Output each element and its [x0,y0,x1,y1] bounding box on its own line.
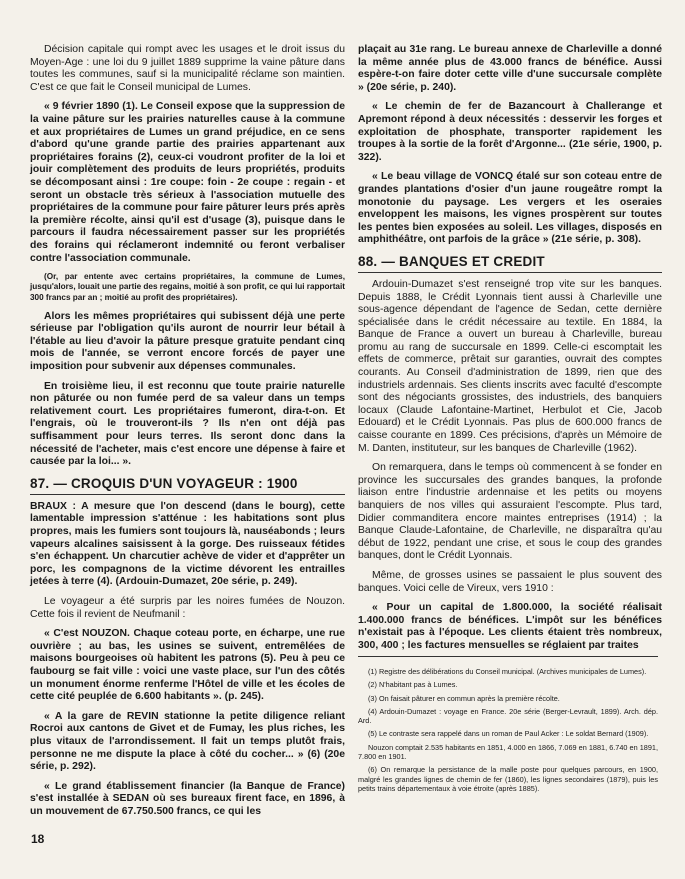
paragraph: Même, de grosses usines se passaient le plus souvent des banques. Voici celle de Vireux, vers 1910 : [358,569,662,594]
paragraph: En troisième lieu, il est reconnu que toute prairie naturelle non pâturée ou non fumée perd de sa valeur dans un temps relativement court. Les propriétaires fumeront, dira-t-on. Et l'engrais, où le trouveront-ils ? Ils n'en ont déjà pas suffisamment pour leurs terres. Ils seront donc dans la nécessité de l'acheter, mais c'est encore une dépense à faire et causée par la loi... ». [30,380,345,468]
paragraph: BRAUX : A mesure que l'on descend (dans le bourg), cette lamentable impression s'atténue : les habitations sont plus propres, mais les fumiers sont toujours là, nauséabonds ; leurs vapeurs alcalines saisissent à la gorge. Des ruisseaux fétides s'en échappent. Un charcutier achève de vider et d'apprêter un porc, les compagnons de la victime dévorent les entrailles jetées à terre (4). (Ardouin-Dumazet, 20e série, p. 249). [30,500,345,588]
footnote: (3) On faisait pâturer en commun après la première récolte. [368,693,560,703]
footnote: Nouzon comptait 2.535 habitants en 1851, 4.000 en 1866, 7.069 en 1881, 6.740 en 1891, 7.800 en 1901. [358,742,658,762]
section-title-88: 88. — BANQUES ET CREDIT [358,254,662,273]
paragraph: On remarquera, dans le temps où commencent à se fonder en province les succursales des grandes banques, la profonde liaison entre l'industrie ardennaise et les petits ou moyens banquiers de nos villes qui assuraient l'escompte. Plus tard, Didier commanditera encore maintes entreprises (1914) ; la Banque Claude-Lafontaine, de Charleville, ne disparaîtra qu'au début de 1922, pendant une crise, et sous le coup des grandes banques, dont le Crédit Lyonnais. [358,462,662,562]
paragraph: plaçait au 31e rang. Le bureau annexe de Charleville a donné la même année plus de 43.000 francs de bénéfice. Aussi espère-t-on faire doter cette ville d'une succursale complète » (20e série, p. 240). [358,44,662,93]
section-title-87: 87. — CROQUIS D'UN VOYAGEUR : 1900 [30,476,345,495]
footnote: (5) Le contraste sera rappelé dans un roman de Paul Acker : Le soldat Bernard (1909). [368,729,649,739]
paragraph: « C'est NOUZON. Chaque coteau porte, en écharpe, une rue ouvrière ; au bas, les usines se suivent, entremêlées de maisons bourgeoises où habitent les patrons (5). Peu à peu ce faubourg se fait ville : voici une vaste place, sur l'un des côtés un monument énorme renferme l'Hôtel de ville et les écoles de cette cité peuplée de 6.600 habitants ». (p. 245). [30,628,345,703]
paragraph: Décision capitale qui rompt avec les usages et le droit issus du Moyen-Age : une loi du 9 juillet 1889 supprime la vaine pâture dans toutes les communes, sauf si la municipalité réclame son maintien. C'est ce que fait le Conseil municipal de Lumes. [30,44,345,93]
footnote: (1) Registre des délibérations du Conseil municipal. (Archives municipales de Lumes). [368,667,647,676]
right-column [358,44,662,660]
paragraph: « 9 février 1890 (1). Le Conseil expose que la suppression de la vaine pâture sur les prairies naturelles cause à la commune et aux propriétaires de Lumes un grand préjudice, en ce sens d'abord qu'une grande partie des prairies appartenant aux propriétaires forains (2), ceux-ci voudront profiter de la loi et jouir complètement des produits de leurs propriétés, produits se décomposant ainsi : 1re coupe: foin - 2e coupe : regain - et seront un obstacle très sérieux à l'association mutuelle des propriétaires de la commune pour faire pâturer leurs prés après la première récolte, ainsi qu'il est d'usage (3), puisque dans le parcours il faudra nécessairement passer sur les propriétés des forains qui réclameront indemnité ou feront verbaliser contre l'association communale. [30,101,345,264]
paragraph: Ardouin-Dumazet s'est renseigné trop vite sur les banques. Depuis 1888, le Crédit Lyonnais tient aussi à Charleville une sous-agence dépendant de l'agence de Sedan, cette dernière spécialisée dans le crédit nécessaire au textile. En 1884, la Banque de France a ouvert un bureau à Charleville, bureau promu au rang de succursale en 1899. Celle-ci escomptait les effets de commerce, prêtait sur garanties, ouvrait des comptes courants. Au Conseil d'administration de 1899, rien que des industriels ardennais. Ses clients inscrits avec faculté d'escompte sont des négociants grossistes, des industriels, des banquiers locaux (Claude Lafontaine-Martinet, Herbulot et Cie, Jacob Edouard) et le Crédit Lyonnais. Pas plus de 600.000 francs de caisse courante en 1899. Ces précisions, d'après un Mémoire de M. Danten, instituteur, sur les banques de Charleville (1962). [358,278,662,454]
paragraph: « Le grand établissement financier (la Banque de France) s'est installée à SEDAN où ses bureaux firent face, en 1896, à un mouvement de 67.750.500 francs, ce qui les [30,780,345,817]
footnotes [358,656,658,797]
footnote: (6) On remarque la persistance de la malle poste pour quelques parcours, en 1900, malgré les grandes lignes de chemin de fer (1860), les lignes secondaires (1879), puis les petits trains départementaux à voie étroite (après 1885). [358,765,658,793]
page-number: 18 [31,832,45,846]
paragraph: (Or, par entente avec certains propriétaires, la commune de Lumes, jusqu'alors, louait une partie des regains, moitié à son profit, ce qui lui rapportait 300 francs par an ; moitié au profit des propriétaires). [30,272,345,302]
left-column [30,44,345,825]
paragraph: Alors les mêmes propriétaires qui subissent déjà une perte sérieuse par l'obligation qu'ils auront de nourrir leur bétail à l'étable au lieu d'avoir la pâture presque gratuite pendant cinq mois de l'année, se verront encore forcés de payer une imposition pour subvenir aux dépenses communales. [30,310,345,373]
footnote: (4) Ardouin-Dumazet : voyage en France. 20e série (Berger-Levrault, 1899). Arch. dép. Ard. [358,706,658,726]
paragraph: « Pour un capital de 1.800.000, la société réalisait 1.400.000 francs de bénéfices. L'impôt sur les bénéfices n'existait pas à l'époque. Les clients étaient très nombreux, 300, 400 ; les factures mensuelles se réglaient par traites [358,602,662,651]
paragraph: « A la gare de REVIN stationne la petite diligence reliant Rocroi aux cantons de Givet et de Fumay, les plus riches, les plus vitaux de l'arrondissement. Il fait un temps plutôt frais, personne ne me dispute la place à côté du cocher... » (6) (20e série, p. 292). [30,710,345,773]
paragraph: « Le chemin de fer de Bazancourt à Challerange et Apremont répond à deux nécessités : desservir les forges et exploitation de phosphate, transporter rapidement les troupes à la sortie de la forêt d'Argonne... (21e série, 1900, p. 322). [358,101,662,163]
paragraph: « Le beau village de VONCQ étalé sur son coteau entre de grandes plantations d'osier d'un jaune rougeâtre rompt la monotonie du paysage. Les vergers et les oseraies enveloppent les maisons, les vignes prospèrent sur toutes les pentes bien exposées au soleil. Les villages, disposés en amphithéâtre, ont parfois de la grâce » (21e série, p. 308). [358,171,662,246]
paragraph: Le voyageur a été surpris par les noires fumées de Nouzon. Cette fois il revient de Neufmanil : [30,595,345,620]
footnote: (2) N'habitant pas à Lumes. [368,680,458,690]
